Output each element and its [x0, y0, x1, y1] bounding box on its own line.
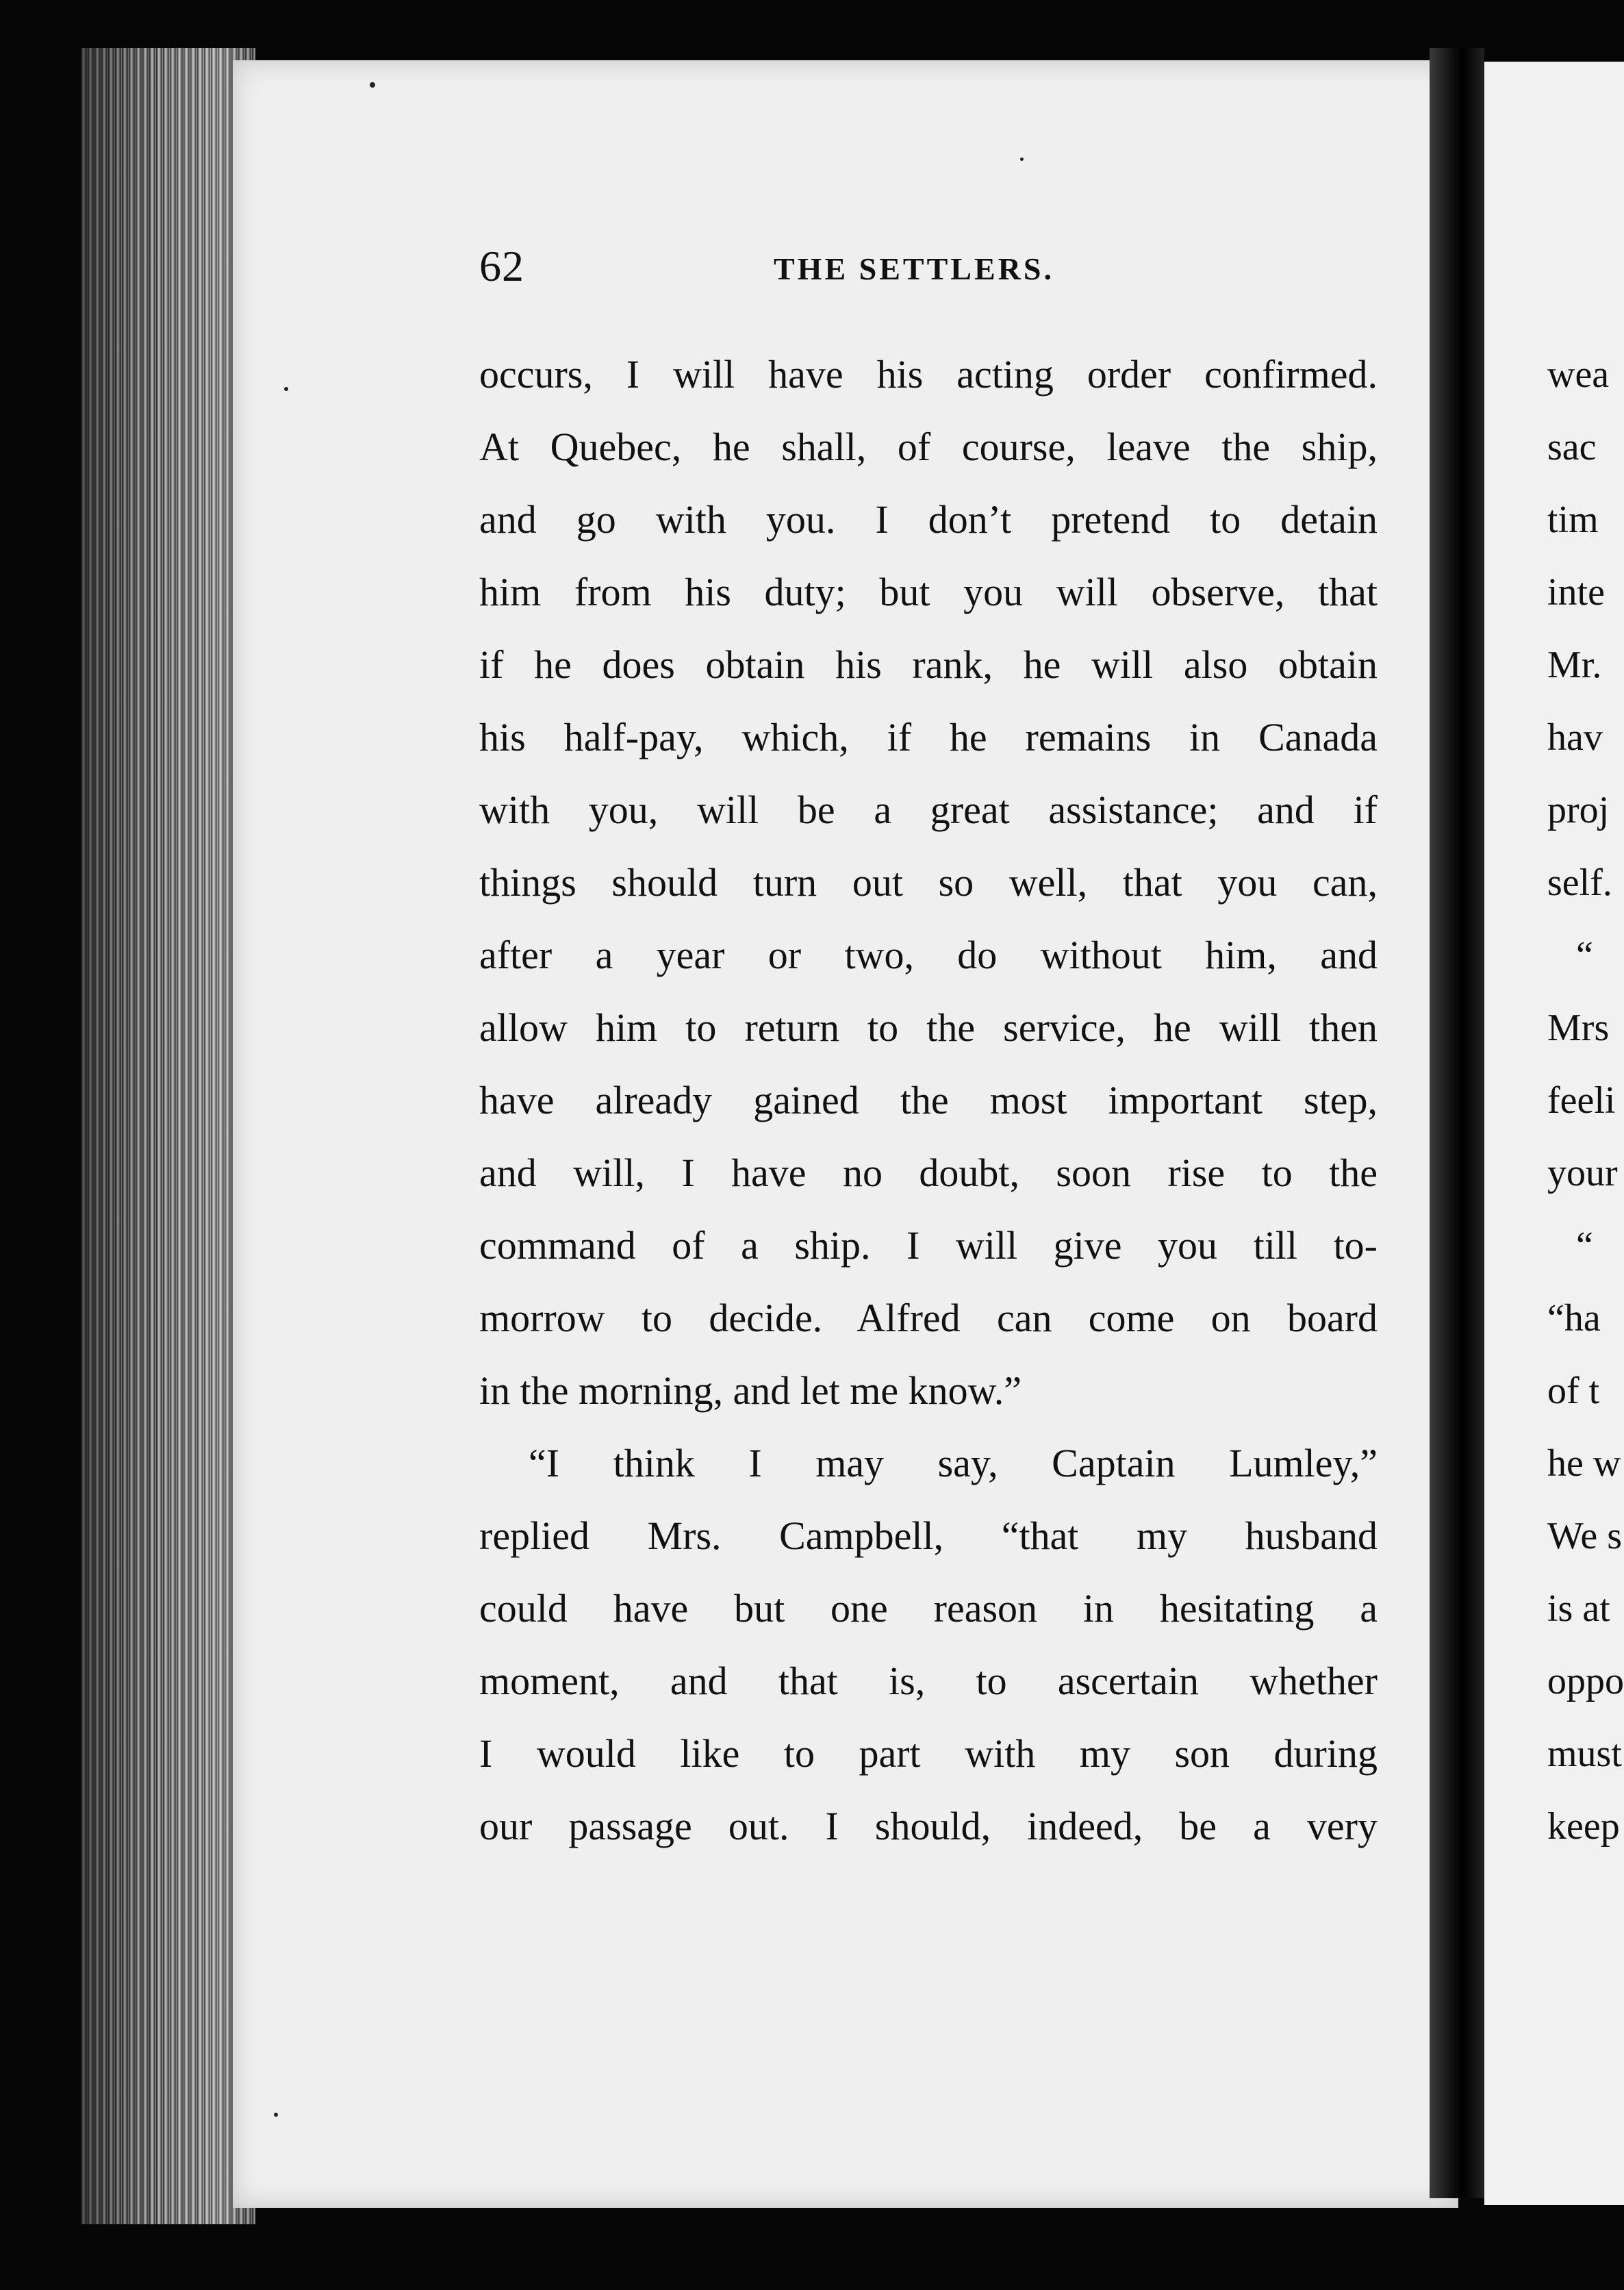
- page-edges-shade: [81, 48, 255, 2224]
- facing-line: wea: [1547, 353, 1610, 396]
- text-line: replied Mrs. Campbell, “that my husband: [479, 1513, 1378, 1558]
- text-line: his half-pay, which, if he remains in Canada: [479, 715, 1378, 759]
- scan-speck: [370, 82, 375, 88]
- text-line: I would like to part with my son during: [479, 1731, 1378, 1776]
- body-text: [479, 338, 1378, 1863]
- text-line: moment, and that is, to ascertain whether: [479, 1659, 1378, 1703]
- facing-line: feeli: [1547, 1079, 1616, 1122]
- text-line: “I think I may say, Captain Lumley,”: [529, 1441, 1378, 1485]
- facing-line: keep: [1547, 1805, 1620, 1848]
- text-line: allow him to return to the service, he will then: [479, 1005, 1378, 1050]
- text-line: have already gained the most important step,: [479, 1078, 1378, 1122]
- facing-line: “: [1576, 1224, 1593, 1267]
- text-line: occurs, I will have his acting order confirmed.: [479, 352, 1378, 397]
- page-number: 62: [479, 242, 524, 290]
- facing-line: proj: [1547, 789, 1610, 831]
- facing-line: Mrs: [1547, 1007, 1610, 1049]
- facing-page-text: [1547, 338, 1624, 1863]
- facing-line: tim: [1547, 499, 1599, 541]
- text-line: after a year or two, do without him, and: [479, 933, 1378, 977]
- facing-line: your: [1547, 1152, 1618, 1194]
- facing-line: oppo: [1547, 1660, 1624, 1702]
- facing-line: of t: [1547, 1370, 1600, 1412]
- scan-speck: [1020, 158, 1024, 161]
- text-line: things should turn out so well, that you can,: [479, 860, 1378, 905]
- scan-speck: [284, 387, 288, 391]
- facing-line: must: [1547, 1733, 1622, 1775]
- text-line: our passage out. I should, indeed, be a very: [479, 1804, 1378, 1848]
- running-head: THE SETTLERS.: [774, 251, 1054, 286]
- text-line: him from his duty; but you will observe, that: [479, 570, 1378, 614]
- text-line: in the morning, and let me know.”: [479, 1368, 1022, 1413]
- facing-line: We s: [1547, 1515, 1623, 1557]
- facing-line: is at: [1547, 1587, 1610, 1630]
- facing-line: hav: [1547, 716, 1603, 759]
- facing-line: self.: [1547, 861, 1612, 904]
- facing-line: inte: [1547, 571, 1605, 614]
- text-line: could have but one reason in hesitating a: [479, 1586, 1378, 1631]
- scan-speck: [274, 2113, 278, 2117]
- page-header: [479, 241, 1369, 296]
- facing-line: sac: [1547, 426, 1597, 468]
- text-line: and go with you. I don’t pretend to detain: [479, 497, 1378, 542]
- facing-line: Mr.: [1547, 644, 1602, 686]
- text-line: morrow to decide. Alfred can come on board: [479, 1296, 1378, 1340]
- text-line: if he does obtain his rank, he will also obtain: [479, 642, 1378, 687]
- text-line: and will, I have no doubt, soon rise to the: [479, 1150, 1378, 1195]
- book-gutter: [1430, 48, 1484, 2198]
- facing-line: “ha: [1547, 1297, 1601, 1339]
- text-line: with you, will be a great assistance; and if: [479, 788, 1378, 832]
- text-line: command of a ship. I will give you till to-: [479, 1223, 1378, 1268]
- facing-line: he w: [1547, 1442, 1621, 1485]
- text-line: At Quebec, he shall, of course, leave the ship,: [479, 425, 1378, 469]
- facing-line: “: [1576, 934, 1593, 977]
